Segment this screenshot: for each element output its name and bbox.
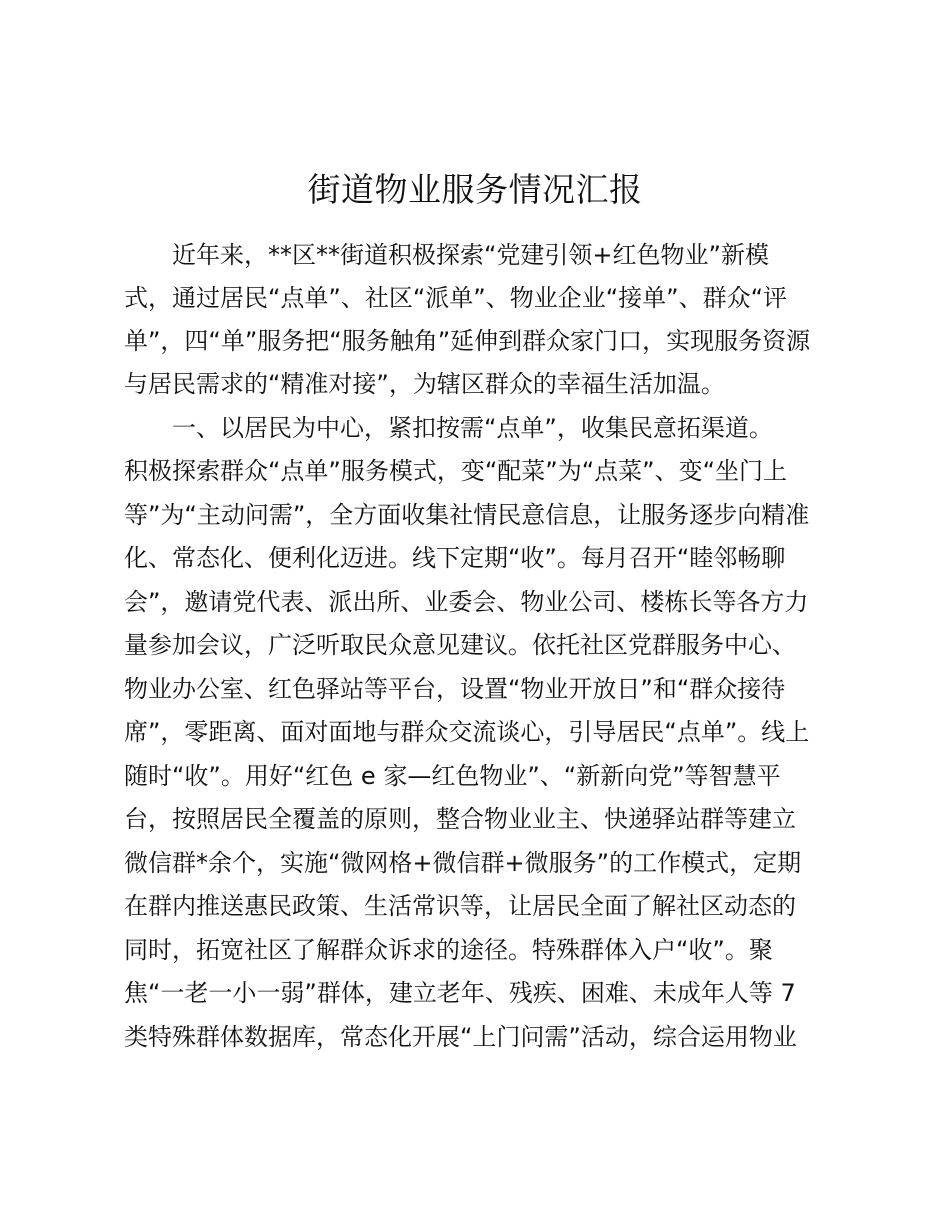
paragraph-line: 类特殊群体数据库，常态化开展“上门问需”活动，综合运用物业 [124,1023,797,1051]
paragraph-line: 近年来，**区**街道积极探索“党建引领+红色物业”新模 [172,241,769,269]
paragraph-line: 微信群*余个，实施“微网格+微信群+微服务”的工作模式，定期 [124,849,802,877]
paragraph-line: 席”，零距离、面对面地与群众交流谈心，引导居民“点单”。线上 [124,718,810,746]
paragraph-line: 积极探索群众“点单”服务模式，变“配菜”为“点菜”、变“坐门上 [124,457,788,485]
paragraph-line: 随时“收”。用好“红色 e 家—红色物业”、“新新向党”等智慧平 [124,762,781,790]
paragraph-line: 单”，四“单”服务把“服务触角”延伸到群众家门口，实现服务资源 [124,327,811,355]
paragraph-line: 会”，邀请党代表、派出所、业委会、物业公司、楼栋长等各方力 [124,588,809,616]
paragraph-line: 物业办公室、红色驿站等平台，设置“物业开放日”和“群众接待 [124,675,786,703]
section-heading-line: 一、以居民为中心，紧扣按需“点单”，收集民意拓渠道。 [172,414,773,442]
paragraph-line: 量参加会议，广泛听取民众意见建议。依托社区党群服务中心、 [124,631,796,659]
paragraph-line: 焦“一老一小一弱”群体，建立老年、残疾、困难、未成年人等 7 [124,979,796,1007]
paragraph-line: 同时，拓宽社区了解群众诉求的途径。特殊群体入户“收”。聚 [124,936,773,964]
paragraph-line: 化、常态化、便利化迈进。线下定期“收”。每月召开“睦邻畅聊 [124,544,786,572]
paragraph-line: 式，通过居民“点单”、社区“派单”、物业企业“接单”、群众“评 [124,284,788,312]
paragraph-line: 与居民需求的“精准对接”，为辖区群众的幸福生活加温。 [124,370,725,398]
paragraph-line: 台，按照居民全覆盖的原则，整合物业业主、快递驿站群等建立 [124,805,796,833]
paragraph-line: 在群内推送惠民政策、生活常识等，让居民全面了解社区动态的 [124,892,796,920]
document-title: 街道物业服务情况汇报 [307,170,643,209]
paragraph-line: 等”为“主动问需”，全方面收集社情民意信息，让服务逐步向精准 [124,501,810,529]
